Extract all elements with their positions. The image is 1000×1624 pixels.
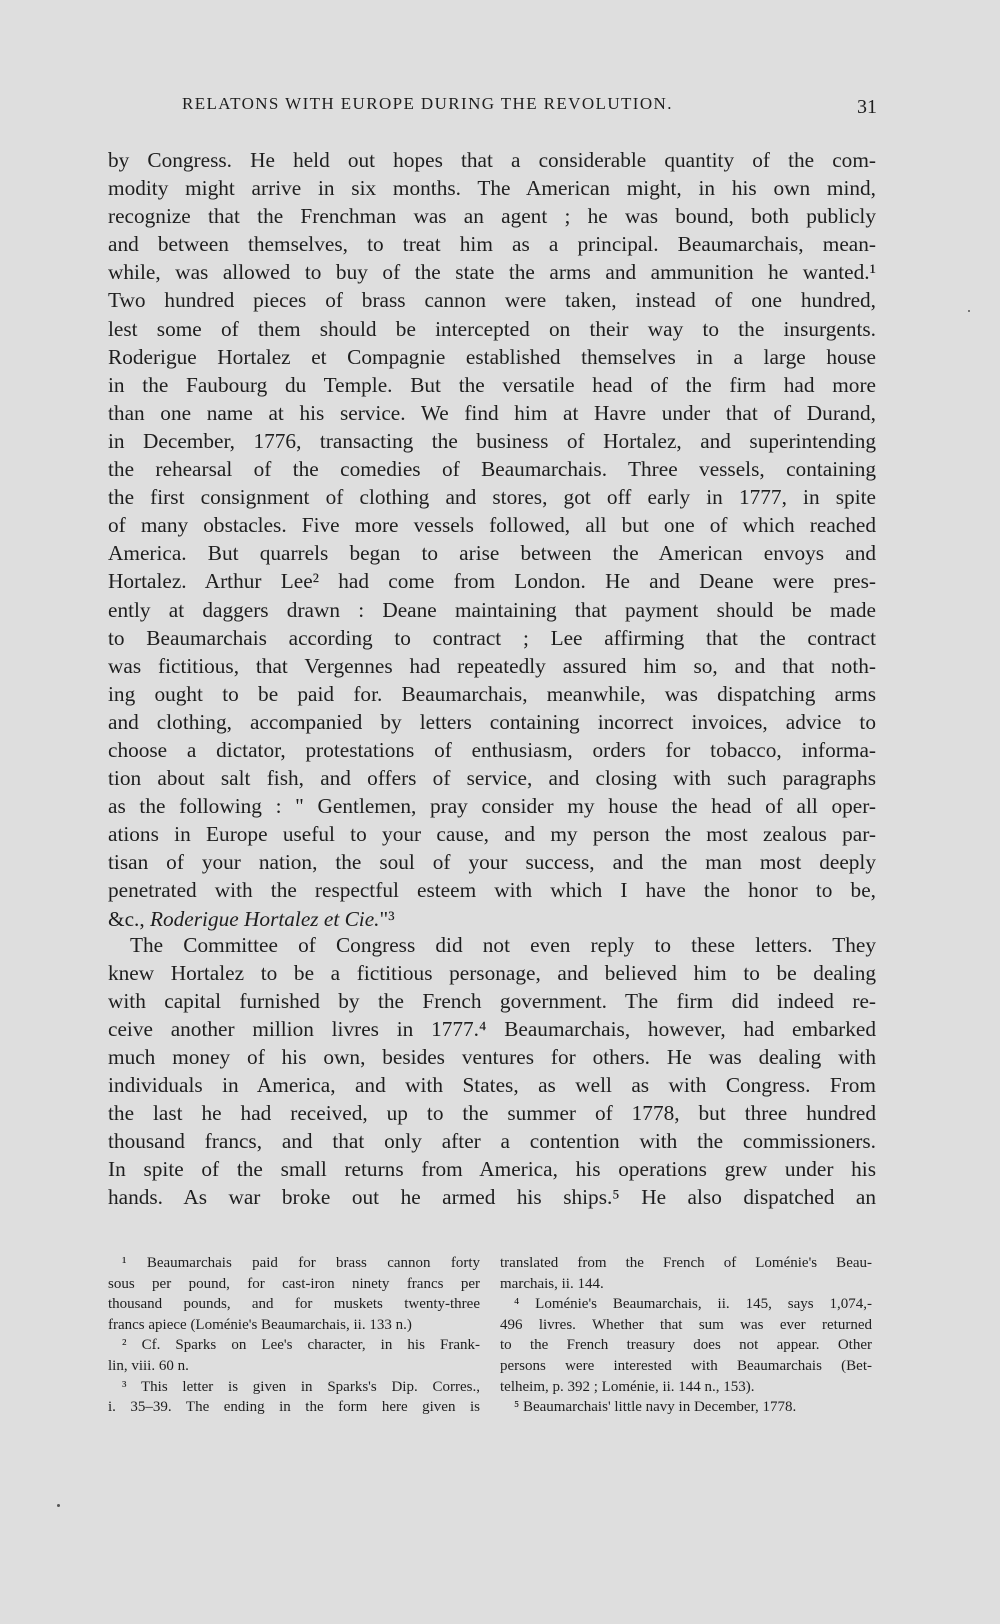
text-line: thousand francs, and that only after a contention with the commissioners. xyxy=(108,1129,876,1154)
footnote-line: persons were interested with Beaumarchais (Bet- xyxy=(500,1357,872,1374)
footnote-line: ⁴ Loménie's Beaumarchais, ii. 145, says 1,074,- xyxy=(514,1296,872,1313)
text-line: and between themselves, to treat him as a principal. Beaumarchais, mean- xyxy=(108,232,876,257)
text-line: knew Hortalez to be a fictitious personage, and believed him to be dealing xyxy=(108,960,876,985)
text-line: tion about salt fish, and offers of service, and closing with such paragraphs xyxy=(108,766,876,791)
footnote-line: francs apiece (Loménie's Beaumarchais, ii. 133 n.) xyxy=(108,1316,412,1333)
footnote-line: to the French treasury does not appear. Other xyxy=(500,1337,872,1354)
text-line: In spite of the small returns from America, his operations grew under his xyxy=(108,1157,876,1182)
footnotes-right-column xyxy=(500,1253,872,1418)
footnote-line: telheim, p. 392 ; Loménie, ii. 144 n., 153). xyxy=(500,1378,755,1395)
text-line: the first consignment of clothing and stores, got off early in 1777, in spite xyxy=(108,485,876,510)
signature-line xyxy=(108,905,876,933)
text-line: individuals in America, and with States, as well as with Congress. From xyxy=(108,1073,876,1098)
text-line: in December, 1776, transacting the business of Hortalez, and superintending xyxy=(108,428,876,453)
footnote-line: i. 35–39. The ending in the form here given is xyxy=(108,1399,480,1416)
text-line: recognize that the Frenchman was an agent ; he was bound, both publicly xyxy=(108,204,876,229)
footnote-line: translated from the French of Loménie's Beau- xyxy=(500,1255,872,1271)
text-line: of many obstacles. Five more vessels followed, all but one of which reached xyxy=(108,513,876,538)
footnote-line: thousand pounds, and for muskets twenty-three xyxy=(108,1296,480,1313)
page-number: 31 xyxy=(857,96,877,118)
text-line: and clothing, accompanied by letters containing incorrect invoices, advice to xyxy=(108,709,876,734)
text-line: much money of his own, besides ventures for others. He was dealing with xyxy=(108,1045,876,1069)
paper-speck xyxy=(57,1504,60,1507)
footnote-line: ⁵ Beaumarchais' little navy in December, 1778. xyxy=(514,1399,797,1416)
text-line: hands. As war broke out he armed his ships.⁵ He also dispatched an xyxy=(108,1185,876,1210)
text-line: by Congress. He held out hopes that a considerable quantity of the com- xyxy=(108,148,876,172)
body-text xyxy=(108,146,876,1212)
footnote-line: 496 livres. Whether that sum was ever returned xyxy=(500,1316,872,1333)
text-line: with capital furnished by the French government. The firm did indeed re- xyxy=(108,988,876,1013)
footnote-line: ³ This letter is given in Sparks's Dip. Corres., xyxy=(122,1378,480,1395)
text-line: Roderigue Hortalez et Compagnie established themselves in a large house xyxy=(108,344,876,369)
text-line: to Beaumarchais according to contract ; Lee affirming that the contract xyxy=(108,625,876,650)
footnotes-left-column xyxy=(108,1253,480,1418)
paper-speck xyxy=(968,310,970,312)
text-line: ing ought to be paid for. Beaumarchais, meanwhile, was dispatching arms xyxy=(108,681,876,706)
running-head: RELATONS WITH EUROPE DURING THE REVOLUTION. xyxy=(182,94,673,113)
text-line: than one name at his service. We find him at Havre under that of Durand, xyxy=(108,400,876,425)
text-line: in the Faubourg du Temple. But the versatile head of the firm had more xyxy=(108,372,876,397)
footnote-line: marchais, ii. 144. xyxy=(500,1275,604,1292)
text-line: modity might arrive in six months. The American might, in his own mind, xyxy=(108,176,876,201)
text-line: America. But quarrels began to arise between the American envoys and xyxy=(108,541,876,566)
paragraph-first-line: The Committee of Congress did not even reply to these letters. They xyxy=(130,932,876,957)
footnote-line: sous per pound, for cast-iron ninety francs per xyxy=(108,1275,480,1292)
text-line: lest some of them should be intercepted on their way to the insurgents. xyxy=(108,316,876,341)
footnote-line: ¹ Beaumarchais paid for brass cannon forty xyxy=(122,1255,480,1271)
text-line: the rehearsal of the comedies of Beaumarchais. Three vessels, containing xyxy=(108,457,876,482)
text-line: ently at daggers drawn : Deane maintaining that payment should be made xyxy=(108,597,876,622)
footnote-line: lin, viii. 60 n. xyxy=(108,1357,189,1374)
text-line: choose a dictator, protestations of enthusiasm, orders for tobacco, informa- xyxy=(108,737,876,762)
text-line: while, was allowed to buy of the state the arms and ammunition he wanted.¹ xyxy=(108,260,876,285)
text-line: ceive another million livres in 1777.⁴ Beaumarchais, however, had embarked xyxy=(108,1016,876,1041)
signature-suffix: "³ xyxy=(379,906,395,931)
text-line: tisan of your nation, the soul of your success, and the man most deeply xyxy=(108,850,876,875)
signature-italic: Roderigue Hortalez et Cie. xyxy=(150,906,380,931)
text-line: the last he had received, up to the summer of 1778, but three hundred xyxy=(108,1101,876,1126)
text-line: as the following : " Gentlemen, pray consider my house the head of all oper- xyxy=(108,794,876,819)
text-line: Two hundred pieces of brass cannon were taken, instead of one hundred, xyxy=(108,288,876,313)
text-line: was fictitious, that Vergennes had repeatedly assured him so, and that noth- xyxy=(108,653,876,678)
signature-prefix: &c., xyxy=(108,906,150,931)
footnote-line: ² Cf. Sparks on Lee's character, in his Frank- xyxy=(122,1337,480,1354)
text-line: ations in Europe useful to your cause, and my person the most zealous par- xyxy=(108,822,876,847)
text-line: penetrated with the respectful esteem with which I have the honor to be, xyxy=(108,878,876,903)
text-line: Hortalez. Arthur Lee² had come from London. He and Deane were pres- xyxy=(108,569,876,594)
